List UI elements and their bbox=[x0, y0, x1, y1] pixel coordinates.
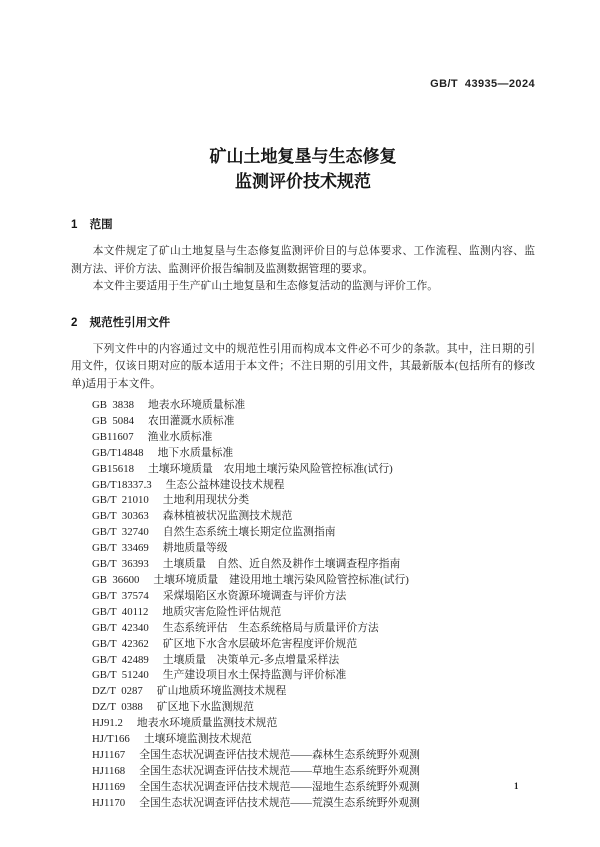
reference-title: 农田灌溉水质标准 bbox=[148, 414, 235, 427]
reference-item bbox=[92, 509, 535, 525]
reference-code: HJ1167 bbox=[92, 748, 126, 761]
reference-item bbox=[92, 525, 535, 541]
reference-code: GB/T14848 bbox=[92, 446, 144, 459]
reference-title: 全国生态状况调查评估技术规范——荒漠生态系统野外观测 bbox=[139, 796, 420, 809]
reference-title: 地质灾害危险性评估规范 bbox=[162, 605, 282, 618]
reference-item bbox=[92, 589, 535, 605]
reference-title: 生产建设项目水土保持监测与评价标准 bbox=[162, 669, 347, 682]
section-title: 范围 bbox=[89, 219, 113, 231]
reference-title: 地表水环境质量监测技术规范 bbox=[136, 717, 278, 730]
scope-paragraph-1: 本文件规定了矿山土地复垦与生态修复监测评价目的与总体要求、工作流程、监测内容、监测方法、评价方法、监测评价报告编制及监测数据管理的要求。 bbox=[71, 245, 535, 275]
reference-title: 土壤质量 自然、近自然及耕作土壤调查程序指南 bbox=[162, 558, 401, 571]
scope-paragraph-2: 本文件主要适用于生产矿山土地复垦和生态修复活动的监测与评价工作。 bbox=[92, 280, 439, 292]
reference-item bbox=[92, 684, 535, 700]
section-number: 2 bbox=[71, 316, 78, 329]
section-scope-body bbox=[71, 243, 535, 296]
standard-code: GB/T 43935—2024 bbox=[430, 78, 535, 90]
reference-code: HJ1168 bbox=[92, 764, 126, 777]
reference-code: DZ/T 0388 bbox=[92, 701, 143, 714]
reference-title: 土壤质量 决策单元-多点增量采样法 bbox=[162, 653, 340, 666]
section-normative-references bbox=[71, 317, 535, 812]
reference-item bbox=[92, 462, 535, 478]
reference-title: 自然生态系统土壤长期定位监测指南 bbox=[162, 526, 336, 539]
reference-code: GB/T 33469 bbox=[92, 542, 149, 555]
reference-title: 渔业水质标准 bbox=[147, 430, 213, 443]
reference-item bbox=[92, 748, 535, 764]
reference-title: 生态公益林建设技术规程 bbox=[165, 478, 285, 491]
reference-code: HJ1169 bbox=[92, 780, 126, 793]
reference-item bbox=[92, 605, 535, 621]
reference-title: 土壤环境质量 农用地土壤污染风险管控标准(试行) bbox=[148, 462, 393, 475]
page-number: 1 bbox=[514, 781, 519, 791]
document-title-line-1: 矿山土地复垦与生态修复 bbox=[209, 147, 397, 166]
reference-code: GB/T18337.3 bbox=[92, 478, 152, 491]
reference-code: GB15618 bbox=[92, 462, 134, 475]
reference-code: GB/T 21010 bbox=[92, 494, 149, 507]
reference-code: GB/T 42340 bbox=[92, 621, 149, 634]
reference-code: GB/T 30363 bbox=[92, 510, 149, 523]
reference-item bbox=[92, 414, 535, 430]
reference-code: GB 5084 bbox=[92, 414, 134, 427]
reference-title: 采煤塌陷区水资源环境调查与评价方法 bbox=[162, 589, 347, 602]
reference-item bbox=[92, 732, 535, 748]
reference-item bbox=[92, 653, 535, 669]
reference-code: GB/T 51240 bbox=[92, 669, 149, 682]
reference-code: GB/T 42362 bbox=[92, 637, 149, 650]
page-content bbox=[71, 0, 535, 812]
reference-title: 土壤环境质量 建设用地土壤污染风险管控标准(试行) bbox=[153, 573, 409, 586]
reference-code: GB 3838 bbox=[92, 399, 134, 411]
reference-code: HJ1170 bbox=[92, 796, 126, 809]
section-scope bbox=[71, 219, 535, 296]
reference-item bbox=[92, 493, 535, 509]
reference-title: 地下水质量标准 bbox=[157, 446, 234, 459]
reference-code: GB/T 32740 bbox=[92, 526, 149, 539]
section-title: 规范性引用文件 bbox=[89, 316, 171, 329]
reference-code: GB/T 36393 bbox=[92, 558, 149, 571]
reference-title: 土壤环境监测技术规范 bbox=[143, 733, 252, 746]
references-list bbox=[92, 398, 535, 812]
section-normative-references-heading bbox=[71, 317, 535, 330]
reference-item bbox=[92, 541, 535, 557]
reference-title: 耕地质量等级 bbox=[162, 542, 228, 555]
reference-title: 土地利用现状分类 bbox=[162, 494, 250, 507]
reference-code: GB/T 37574 bbox=[92, 589, 149, 602]
reference-item bbox=[92, 446, 535, 462]
reference-item bbox=[92, 557, 535, 573]
reference-code: GB11607 bbox=[92, 430, 134, 443]
reference-title: 全国生态状况调查评估技术规范——森林生态系统野外观测 bbox=[139, 748, 420, 761]
reference-title: 全国生态状况调查评估技术规范——草地生态系统野外观测 bbox=[139, 764, 420, 777]
reference-code: GB 36600 bbox=[92, 573, 140, 586]
reference-item bbox=[92, 430, 535, 446]
reference-title: 地表水环境质量标准 bbox=[148, 399, 246, 411]
reference-title: 全国生态状况调查评估技术规范——湿地生态系统野外观测 bbox=[139, 780, 420, 793]
reference-code: DZ/T 0287 bbox=[92, 685, 143, 698]
reference-code: GB/T 42489 bbox=[92, 653, 149, 666]
reference-item bbox=[92, 573, 535, 589]
normative-references-intro-paragraph: 下列文件中的内容通过文中的规范性引用而构成本文件必不可少的条款。其中，注日期的引用文件，仅该日期对应的版本适用于本文件；不注日期的引用文件，其最新版本(包括所有的修改单)适用于本文件。 bbox=[71, 342, 535, 390]
reference-item bbox=[92, 398, 535, 414]
reference-title: 矿山地质环境监测技术规程 bbox=[156, 685, 287, 698]
reference-title: 矿区地下水监测规范 bbox=[156, 701, 254, 714]
reference-code: HJ91.2 bbox=[92, 717, 123, 730]
section-scope-heading bbox=[71, 219, 535, 232]
reference-item bbox=[92, 780, 535, 796]
reference-item bbox=[92, 637, 535, 653]
reference-item bbox=[92, 668, 535, 684]
reference-code: GB/T 40112 bbox=[92, 605, 149, 618]
document-title bbox=[71, 144, 535, 194]
section-normative-references-body bbox=[71, 341, 535, 394]
section-number: 1 bbox=[71, 219, 78, 231]
reference-title: 森林植被状况监测技术规范 bbox=[162, 510, 293, 523]
reference-item bbox=[92, 621, 535, 637]
page-header bbox=[71, 66, 535, 102]
reference-code: HJ/T166 bbox=[92, 733, 130, 746]
reference-item bbox=[92, 478, 535, 494]
reference-item bbox=[92, 700, 535, 716]
reference-item bbox=[92, 716, 535, 732]
reference-item bbox=[92, 764, 535, 780]
document-title-line-2: 监测评价技术规范 bbox=[235, 172, 371, 191]
reference-title: 生态系统评估 生态系统格局与质量评价方法 bbox=[162, 621, 379, 634]
reference-title: 矿区地下水含水层破坏危害程度评价规范 bbox=[162, 637, 358, 650]
reference-item bbox=[92, 796, 535, 812]
